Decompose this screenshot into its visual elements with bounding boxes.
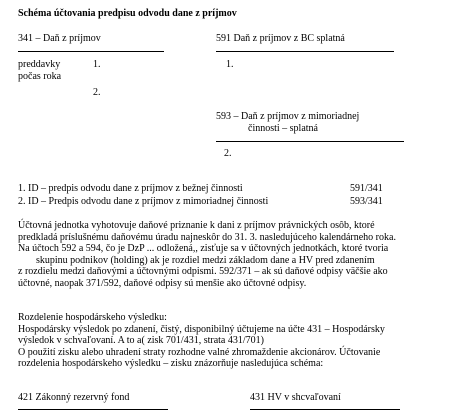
- paragraph-2-line: Hospodársky výsledok po zdanení, čistý, disponibilný účtujeme na účte 431 – Hospodársky: [18, 323, 385, 335]
- entry-2-text: 2. ID – Predpis odvodu dane z príjmov z mimoriadnej činnosti: [18, 196, 269, 207]
- account-593-heading-1: 593 – Daň z príjmov z mimoriadnej: [216, 111, 360, 122]
- account-421-heading: 421 Zákonný rezervný fond: [18, 392, 130, 403]
- account-593-line: [216, 141, 404, 142]
- account-341-line: [18, 51, 164, 52]
- entry-1-text: 1. ID – predpis odvodu dane z príjmov z bežnej činnosti: [18, 183, 243, 194]
- paragraph-1-line: účtovné, naopak 371/592, daňové odpisy sú menšie ako účtovné odpisy.: [18, 277, 307, 289]
- paragraph-1-line: skupinu podnikov (holding) ak je rozdiel medzi základom dane a HV pred zdanením: [36, 254, 375, 266]
- account-341-label-2: počas roka: [18, 71, 62, 82]
- account-431-heading: 431 HV v shcvaľovaní: [250, 392, 341, 403]
- paragraph-2-line: O použití zisku alebo uhradení straty rozhodne valné zhromaždenie akcionárov. Účtovanie: [18, 346, 381, 358]
- page-title: Schéma účtovania predpisu odvodu dane z príjmov: [18, 8, 237, 19]
- account-341-num-2: 2.: [93, 87, 101, 98]
- entry-1-accounts: 591/341: [350, 183, 383, 194]
- account-593-num-2: 2.: [224, 148, 232, 159]
- paragraph-2: [18, 312, 443, 370]
- paragraph-1-line: z rozdielu medzi daňovými a účtovnými odpismi. 592/371 – ak sú daňové odpisy väčšie ako: [18, 266, 388, 277]
- account-431-line: [250, 409, 400, 410]
- account-591-line: [216, 51, 394, 52]
- account-341-heading: 341 – Daň z príjmov: [18, 33, 101, 44]
- account-591-num-1: 1.: [226, 59, 234, 70]
- paragraph-1-line: Účtovná jednotka vyhotovuje daňové priznanie k dani z príjmov právnických osôb, ktoré: [18, 220, 375, 231]
- paragraph-1: [18, 220, 443, 289]
- paragraph-1-line: Na účtoch 592 a 594, čo je DzP ... odložená,, zisťuje sa v účtovných jednotkách, ktoré tvoria: [18, 243, 389, 254]
- entry-2-accounts: 593/341: [350, 196, 383, 207]
- paragraph-1-line: predkladá príslušnému daňovému úradu najneskôr do 31. 3. nasledujúceho kalendárneho roka.: [18, 231, 396, 243]
- account-421-line: [18, 409, 168, 410]
- account-593-heading-2: činnosti – splatná: [248, 123, 318, 134]
- paragraph-2-line: Rozdelenie hospodárskeho výsledku:: [18, 312, 167, 323]
- account-341-label-1: preddavky: [18, 59, 61, 70]
- paragraph-2-line: výsledok v schvaľovaní. A to a( zisk 701/431, strata 431/701): [18, 335, 264, 346]
- paragraph-2-line: rozdelenia hospodárskeho výsledku – zisku znázorňuje nasledujúca schéma:: [18, 358, 324, 369]
- account-591-heading: 591 Daň z príjmov z BC splatná: [216, 33, 345, 44]
- account-341-num-1: 1.: [93, 59, 101, 70]
